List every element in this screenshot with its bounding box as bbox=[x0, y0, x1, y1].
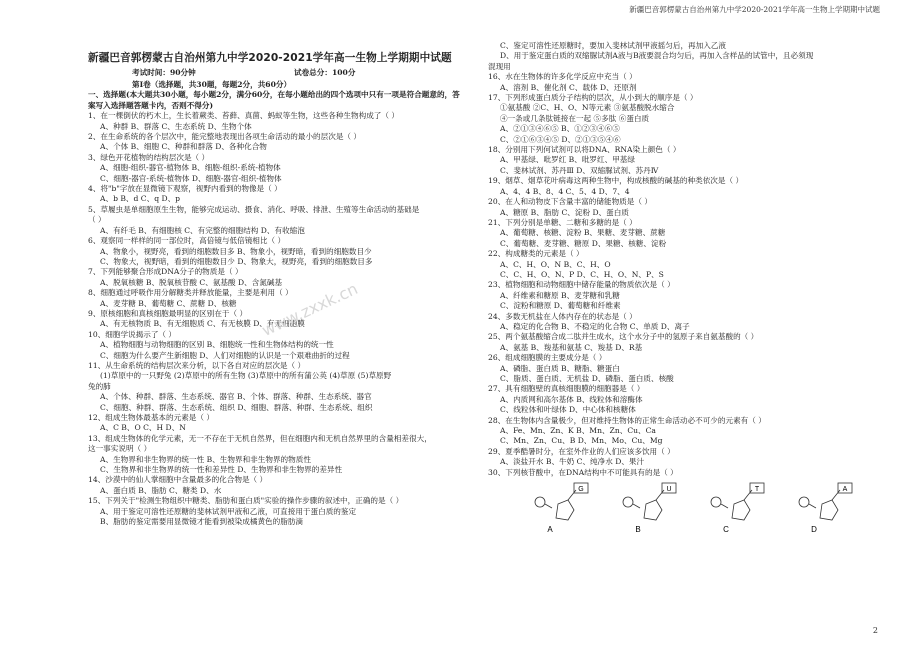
left-column bbox=[88, 68, 466, 527]
total-score: 试卷总分：100分 bbox=[294, 68, 356, 77]
text-line: C、生物界和非生物界的统一性和差异性 D、生物界和非生物界的差异性 bbox=[100, 465, 343, 475]
page-number: 2 bbox=[872, 626, 878, 635]
text-line: 2、在生命系统的各个层次中，能完整地表现出各项生命活动的最小的层次是（ ） bbox=[88, 132, 362, 142]
text-line: 11、从生命系统的结构层次来分析，以下各自对应的层次是（ ） bbox=[88, 360, 306, 370]
text-line: 10、细胞学说揭示了（ ） bbox=[88, 329, 177, 339]
text-line: 25、两个氨基酸缩合成二肽并生成水，这个水分子中的氢原子来自氨基酸的（ ） bbox=[488, 332, 759, 342]
text-line: A、种群 B、群落 C、生态系统 D、生物个体 bbox=[100, 121, 252, 131]
base-letter: A bbox=[842, 486, 848, 494]
text-line: 5、草履虫是单细胞原生生物，能够完成运动、摄食、消化、呼吸、排泄、生殖等生命活动的基础是 bbox=[88, 204, 420, 214]
text-line: A、内质网和高尔基体 B、线粒体和溶酶体 bbox=[500, 394, 643, 404]
text-line: 9、原核细胞和真核细胞最明显的区别在于（ ） bbox=[88, 308, 248, 318]
text-line: 17、下列形成蛋白质分子结构的层次，从小到大的顺序是（ ） bbox=[488, 93, 698, 103]
text-line: C、细胞-器官-系统-植物体 D、细胞-器官-组织-植物体 bbox=[100, 173, 282, 183]
text-line: A、纤维素和糖原 B、麦芽糖和乳糖 bbox=[500, 290, 620, 300]
text-line: 4、将"b"字放在显微镜下观察，视野内看到的物像是（ ） bbox=[88, 184, 282, 194]
text-line: (1)草原中的一只野兔 (2)草原中的所有生物 (3)草原中的所有蒲公英 (4)草原 (5)草原野 bbox=[100, 371, 392, 381]
text-line: A、物象小，视野亮，看到的细胞数目多 B、物象小，视野暗，看到的细胞数目少 bbox=[100, 246, 372, 256]
text-line: 8、细胞通过呼吸作用分解糖类并释放能量，主要是利用（ ） bbox=[88, 288, 293, 298]
option-letter: D bbox=[811, 525, 817, 535]
watermark: www.zxxk.cn bbox=[258, 279, 361, 340]
nucleotide-figure bbox=[616, 482, 704, 534]
text-line: 12、组成生物体最基本的元素是（ ） bbox=[88, 413, 214, 422]
text-line: 19、烟草、烟草花叶病毒这两种生物中，构成核酸的碱基的种类依次是（ ） bbox=[488, 176, 744, 186]
text-line: A、②①③④⑥⑤ B、①②③④⑥⑤ bbox=[500, 124, 620, 134]
text-line: B、脂肪的鉴定需要用显微镜才能看到被染成橘黄色的脂肪滴 bbox=[100, 517, 304, 527]
text-line: A、细胞-组织-器官-植物体 B、细胞-组织-系统-植物体 bbox=[100, 163, 281, 173]
text-line: C、斐林试剂、苏丹Ⅲ D、双缩脲试剂、苏丹Ⅳ bbox=[500, 165, 659, 175]
phosphate-circle bbox=[535, 497, 545, 507]
text-line: 3、绿色开花植物的结构层次是（ ） bbox=[88, 152, 210, 162]
text-line: 这一事实说明（ ） bbox=[88, 444, 152, 454]
text-line: 13、组成生物体的化学元素，无一不存在于无机自然界，但在细胞内和无机自然界里的含量相差很大， bbox=[88, 433, 432, 443]
text-line: 30、下列核苷酸中，在DNA结构中不可能具有的是（ ） bbox=[488, 467, 678, 477]
option-letter: C bbox=[723, 525, 729, 535]
text-line: A、淡盐开水 B、牛奶 C、纯净水 D、果汁 bbox=[500, 457, 645, 467]
text-line: A、磷脂、蛋白质 B、糖脂、糖蛋白 bbox=[500, 363, 620, 373]
pentose-sugar bbox=[644, 500, 662, 520]
text-line: 16、水在生物体的许多化学反应中充当（ ） bbox=[488, 72, 637, 82]
text-line: C、淀粉和糖原 D、葡萄糖和纤维素 bbox=[500, 301, 621, 311]
phosphate-circle bbox=[799, 497, 809, 507]
text-line: C、脂质、蛋白质、无机盐 D、磷脂、蛋白质、核酸 bbox=[500, 374, 674, 383]
text-line: A、麦芽糖 B、葡萄糖 C、蔗糖 D、核糖 bbox=[100, 298, 237, 308]
text-line: 28、在生物体内含量极少，但对维持生物体的正常生命活动必不可少的元素有（ ） bbox=[488, 415, 766, 425]
text-line: 20、在人和动物皮下含量丰富的储能物质是（ ） bbox=[488, 197, 652, 207]
nucleotide-figure bbox=[792, 482, 880, 534]
pentose-sugar bbox=[820, 500, 838, 520]
exam-time: 考试时间：90分钟 bbox=[132, 68, 196, 77]
option-letter: A bbox=[547, 525, 553, 535]
text-line: 18、分别用下列何试剂可以将DNA、RNA染上颜色（ ） bbox=[488, 145, 681, 155]
text-line: C、鉴定可溶性还原糖时，要加入斐林试剂甲液摇匀后，再加入乙液 bbox=[500, 41, 727, 50]
text-line: A、氨基 B、羧基和氨基 C、羧基 D、R基 bbox=[500, 342, 643, 352]
text-line: A、C B、O C、H D、N bbox=[100, 423, 186, 433]
text-line: 22、构成糖类的元素是（ ） bbox=[488, 249, 584, 259]
phosphate-circle bbox=[623, 497, 633, 507]
text-line: A、植物细胞与动物细胞的区别 B、细胞统一性和生物体结构的统一性 bbox=[100, 340, 334, 350]
text-line: A、有纤毛 B、有细胞核 C、有完整的细胞结构 D、有收缩泡 bbox=[100, 225, 305, 235]
exam-meta bbox=[88, 68, 466, 80]
running-header: 新疆巴音郭楞蒙古自治州第九中学2020-2021学年高一生物上学期期中试题 bbox=[629, 5, 880, 14]
volume-heading: 第Ⅰ卷（选择题，共30题，每题2分，共60分） bbox=[132, 80, 292, 89]
text-line: （ ） bbox=[88, 215, 106, 225]
nucleotide-figure bbox=[704, 482, 792, 534]
text-line: 27、具有细胞壁的真核细胞膜的细胞器是（ ） bbox=[488, 384, 645, 394]
pentose-sugar bbox=[556, 500, 574, 520]
base-letter: U bbox=[666, 486, 672, 494]
text-line: C、②①⑥③④⑤ D、②①③⑤④⑥ bbox=[500, 134, 621, 144]
text-line: 14、沙漠中的仙人掌细胞中含量最多的化合物是（ ） bbox=[88, 475, 268, 485]
text-line: 21、下列分别是单糖、二糖和多糖的是（ ） bbox=[488, 217, 637, 227]
base-letter: G bbox=[578, 486, 584, 494]
text-line: 23、植物细胞和动物细胞中储存能量的物质依次是（ ） bbox=[488, 280, 675, 290]
text-line: 7、下列能够聚合形成DNA分子的物质是（ ） bbox=[88, 267, 243, 277]
text-line: A、稳定的化合物 B、不稳定的化合物 C、单质 D、离子 bbox=[500, 321, 690, 331]
text-line: 24、多数无机盐在人体内存在的状态是（ ） bbox=[488, 311, 637, 321]
text-line: C、Mn、Zn、Cu、B D、Mn、Mo、Cu、Mg bbox=[500, 436, 663, 446]
text-line: C、葡萄糖、麦芽糖、糖原 D、果糖、核糖、淀粉 bbox=[500, 238, 667, 248]
text-line: D、用于鉴定蛋白质的双缩脲试剂A液与B液要混合均匀后，再加入含样品的试管中，且必须现 bbox=[500, 51, 814, 61]
text-line: A、4、4 B、8、4 C、5、4 D、7、4 bbox=[500, 186, 630, 196]
text-line: 6、观察同一样样的同一部位时，高倍镜与低倍镜相比（ ） bbox=[88, 236, 286, 246]
text-line: A、蛋白质 B、脂肪 C、糖类 D、水 bbox=[100, 485, 222, 495]
text-line: A、Fe、Mn、Zn、K B、Mn、Zn、Cu、Ca bbox=[500, 426, 656, 436]
text-line: C、物象大，视野暗，看到的细胞数目少 D、物象大，视野亮，看到的细胞数目多 bbox=[100, 256, 373, 266]
text-line: 29、夏季酷暑时分，在室外作业的人们应该多饮用（ ） bbox=[488, 446, 675, 456]
page-title: 新疆巴音郭楞蒙古自治州第九中学2020-2021学年高一生物上学期期中试题 bbox=[88, 52, 452, 64]
text-line: 1、在一棵倒伏的朽木上，生长着蕨类、苔藓、真菌、蚂蚁等生物，这些各种生物构成了（ ） bbox=[88, 111, 399, 121]
text-line: C、线粒体和叶绿体 D、中心体和核糖体 bbox=[500, 405, 636, 415]
text-line: A、糖原 B、脂肪 C、淀粉 D、蛋白质 bbox=[500, 207, 629, 217]
text-line: A、个体、种群、群落、生态系统、器官 B、个体、群落、种群、生态系统、器官 bbox=[100, 392, 372, 402]
text-line: A、生物界和非生物界的统一性 B、生物界和非生物界的物质性 bbox=[100, 454, 311, 464]
text-line: A、用于鉴定可溶性还原糖的斐林试剂甲液和乙液，可直接用于蛋白质的鉴定 bbox=[100, 506, 357, 516]
text-line: A、溶剂 B、催化剂 C、载体 D、还原剂 bbox=[500, 82, 637, 92]
text-line: 26、组成细胞膜的主要成分是（ ） bbox=[488, 353, 607, 363]
text-line: A、脱氧核糖 B、脱氧核苷酸 C、氨基酸 D、含氮碱基 bbox=[100, 277, 283, 287]
nucleotide-figure bbox=[528, 482, 616, 534]
text-line: A、个体 B、细胞 C、种群和群落 D、各种化合物 bbox=[100, 142, 267, 152]
text-line: A、b B、d C、q D、p bbox=[100, 194, 181, 204]
text-line: C、C、H、O、N、P D、C、H、O、N、P、S bbox=[500, 269, 664, 279]
pentose-sugar bbox=[732, 500, 750, 520]
option-letter: B bbox=[635, 525, 641, 535]
text-line: A、C、H、O、N B、C、H、O bbox=[500, 259, 611, 269]
section-intro: 一、选择题(本大题共30小题，每小题2分，满分60分，在每小题给出的四个选项中只有一项是符合题意的，答案写入选择题答题卡内，否则不得分) bbox=[88, 90, 460, 110]
text-line: 15、下列关于"检测生物组织中糖类、脂肪和蛋白质"实验的操作步骤的叙述中，正确的是（ ） bbox=[88, 496, 404, 506]
q30-nucleotide-figures bbox=[488, 482, 880, 534]
text-line: C、细胞为什么要产生新细胞 D、人们对细胞的认识是一个艰难曲折的过程 bbox=[100, 350, 350, 360]
text-line: A、甲基绿、吡罗红 B、吡罗红、甲基绿 bbox=[500, 155, 635, 165]
text-line: A、有无核物质 B、有无细胞质 C、有无核膜 D、有无细胞膜 bbox=[100, 319, 305, 329]
base-letter: T bbox=[754, 486, 760, 494]
phosphate-circle bbox=[711, 497, 721, 507]
text-line: 兔的肺 bbox=[88, 381, 111, 391]
right-questions bbox=[488, 41, 880, 478]
right-column bbox=[488, 41, 880, 534]
text-line: C、细胞、种群、群落、生态系统、组织 D、细胞、群落、种群、生态系统、组织 bbox=[100, 402, 373, 412]
text-line: A、葡萄糖、核糖、淀粉 B、果糖、麦芽糖、蔗糖 bbox=[500, 228, 666, 238]
text-line: ①氨基酸 ②C、H、O、N等元素 ③氨基酸脱水缩合 bbox=[500, 103, 675, 113]
text-line: 混现用 bbox=[488, 61, 511, 71]
text-line: ④一条或几条肽链接在一起 ⑤多肽 ⑥蛋白质 bbox=[500, 113, 650, 123]
